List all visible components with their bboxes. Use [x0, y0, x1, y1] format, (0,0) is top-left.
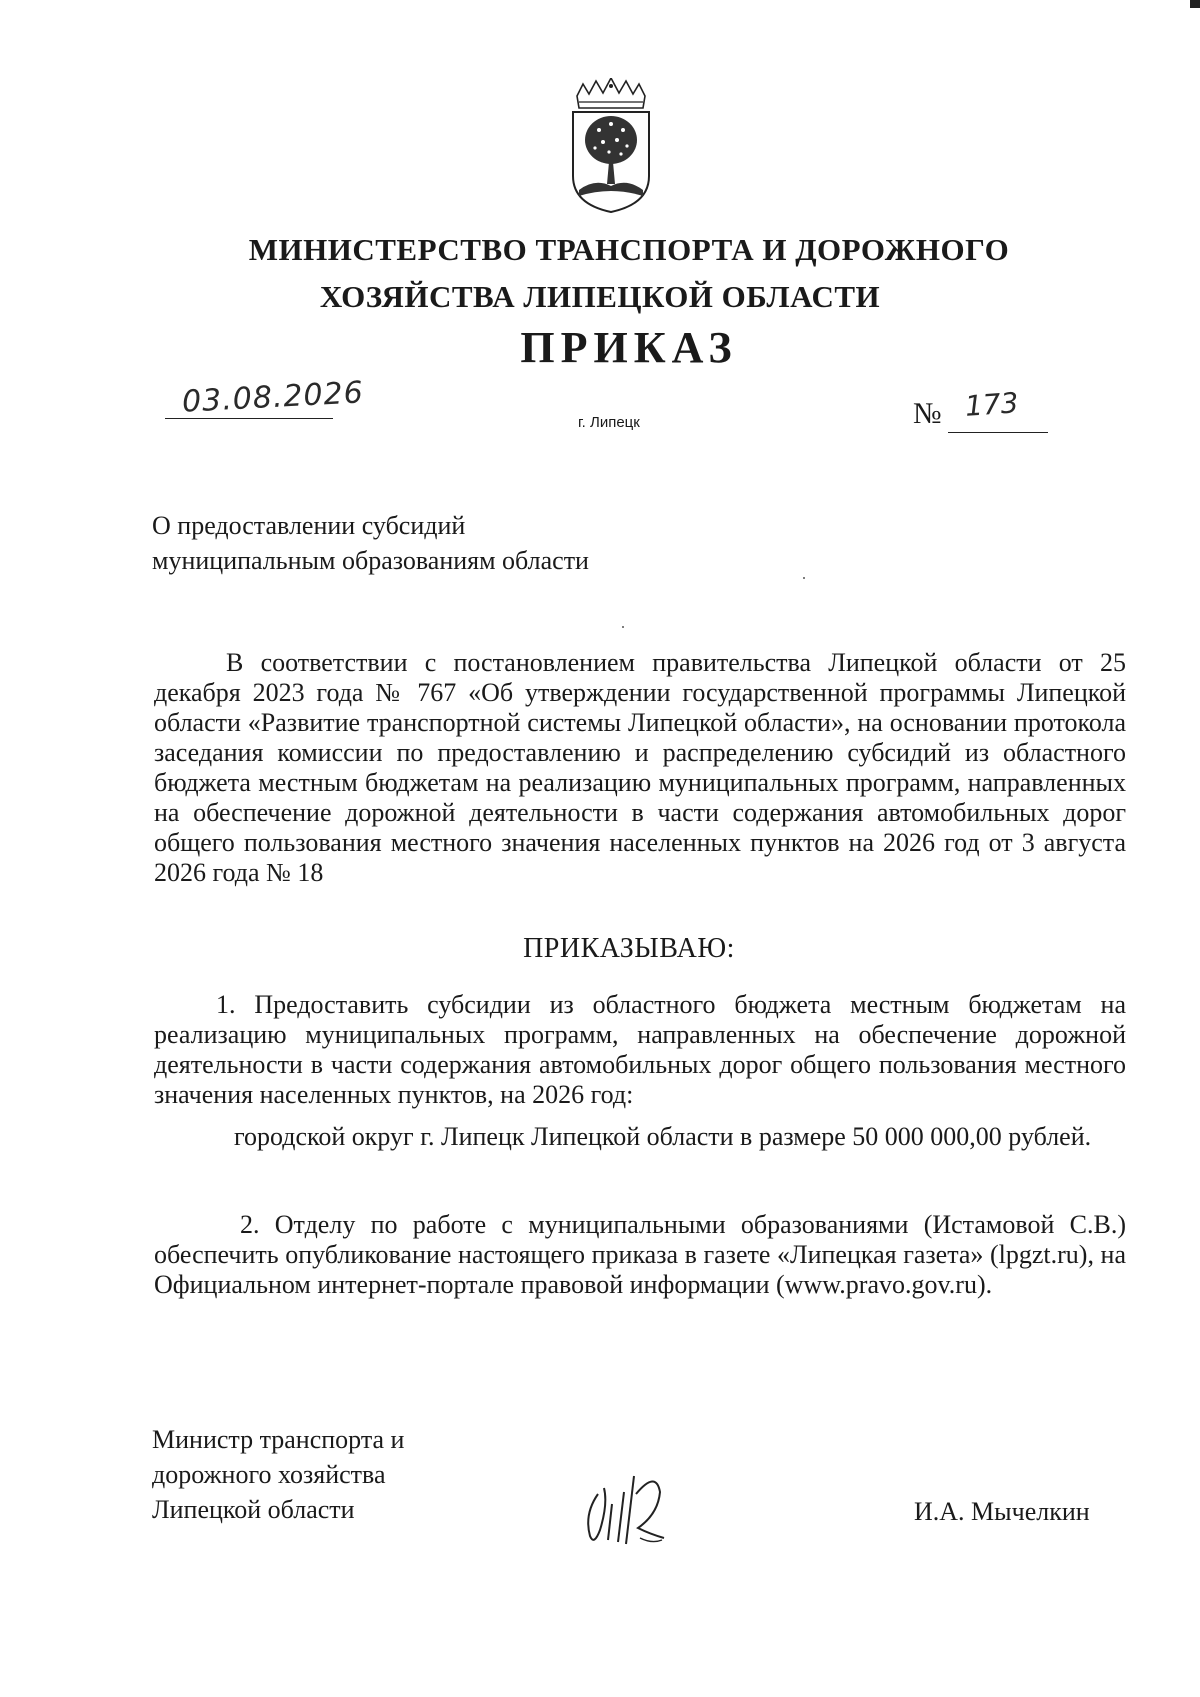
handwritten-date: 03.08.2026	[181, 375, 365, 420]
city-label: г. Липецк	[578, 414, 640, 431]
document-type: ПРИКАЗ	[520, 323, 738, 372]
ministry-title-line2: ХОЗЯЙСТВА ЛИПЕЦКОЙ ОБЛАСТИ	[319, 279, 881, 314]
scan-speck	[622, 626, 624, 628]
date-underline	[165, 418, 333, 419]
document-subject	[152, 508, 589, 578]
subject-line: муниципальным образованиям области	[152, 546, 589, 575]
scan-speck	[803, 577, 805, 579]
handwritten-number: 173	[963, 386, 1020, 423]
item-1-paragraph: 1. Предоставить субсидии из областного бюджета местным бюджетам на реализацию муниципальных программ, направленных на обеспечение дорожной деятельности в части содержания автомобильных дорог общего пользования местного значения населенных пунктов, на 2026 год:	[154, 990, 1126, 1109]
number-underline	[948, 432, 1048, 433]
scan-artifact	[1190, 0, 1200, 8]
signer-title-line: Министр транспорта и	[152, 1425, 405, 1454]
coat-of-arms-icon	[569, 78, 653, 214]
signer-title-line: Липецкой области	[152, 1495, 355, 1524]
signer-title	[152, 1422, 404, 1527]
signer-name: И.А. Мычелкин	[914, 1497, 1090, 1526]
handwritten-signature	[578, 1464, 690, 1552]
item-1-recipient: городской округ г. Липецк Липецкой области в размере 50 000 000,00 рублей.	[234, 1122, 1092, 1151]
ministry-title-line1: МИНИСТЕРСТВО ТРАНСПОРТА И ДОРОЖНОГО	[248, 232, 1010, 267]
signer-title-line: дорожного хозяйства	[152, 1460, 386, 1489]
preamble-paragraph: В соответствии с постановлением правительства Липецкой области от 25 декабря 2023 года № 767 «Об утверждении государственной программы Липецкой области «Развитие транспортной системы Липецкой области», на основании протокола заседания комиссии по предоставлению и распределению субсидий из областного бюджета местным бюджетам на реализацию муниципальных программ, направленных на обеспечение дорожной деятельности в части содержания автомобильных дорог общего пользования местного значения населенных пунктов на 2026 год от 3 августа 2026 года № 18	[154, 648, 1126, 887]
subject-line: О предоставлении субсидий	[152, 511, 466, 540]
item-2-paragraph: 2. Отделу по работе с муниципальными образованиями (Истамовой С.В.) обеспечить опубликование настоящего приказа в газете «Липецкая газета» (lpgzt.ru), на Официальном интернет-портале правовой информации (www.pravo.gov.ru).	[154, 1210, 1126, 1299]
number-sign: №	[913, 397, 942, 430]
order-heading: ПРИКАЗЫВАЮ:	[523, 933, 735, 964]
